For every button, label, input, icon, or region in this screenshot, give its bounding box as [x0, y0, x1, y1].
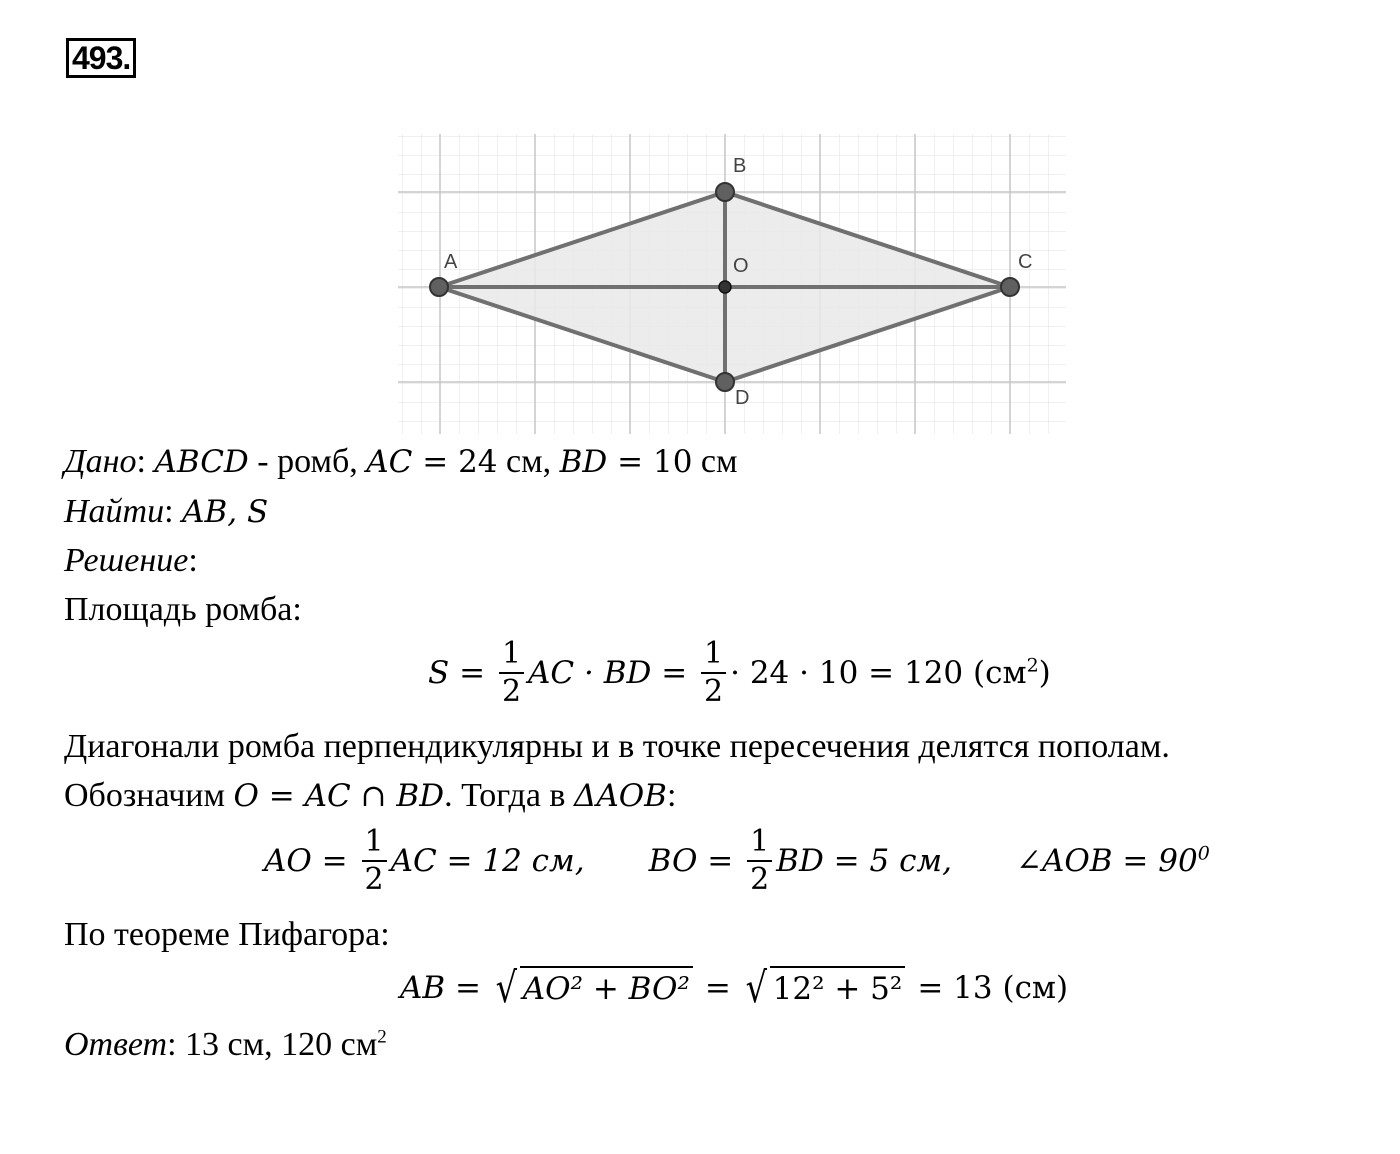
halves-formula: AO = $\frac{1}{2}$ AC = 12 см, BO = $\frac{1}{2}$ BD = 5 см, ∠AOB = $90^0$: [264, 824, 1210, 897]
diagonals-text: Диагонали ромба перпендикулярны и в точке пересечения делятся пополам.: [64, 728, 1170, 765]
given-rhombus: ABCD: [154, 444, 249, 480]
pyth-rhs: = 13 (см): [917, 970, 1069, 1006]
point-c: [1001, 278, 1019, 296]
halves-bo-rest: BD = 5 см,: [776, 843, 952, 879]
sqrt-2: √ 12² + 5²: [743, 966, 905, 1010]
answer-sup: 2: [377, 1026, 387, 1048]
find-label: Найти: [64, 493, 165, 530]
point-d: [716, 373, 734, 391]
solution-label: Решение: [64, 542, 189, 579]
fraction-half-1: $\frac{1}{2}$: [499, 636, 524, 710]
find-line: Найти: AB, S: [64, 493, 269, 530]
point-o: [719, 281, 731, 293]
designate-prefix: Обозначим: [64, 777, 234, 814]
given-label: Дано: [64, 443, 137, 480]
halves-angle: ∠AOB = $90^0$: [1016, 842, 1210, 879]
label-o: O: [733, 255, 749, 277]
pyth-lhs: AB =: [400, 970, 481, 1006]
fraction-half-2: $\frac{1}{2}$: [701, 636, 726, 710]
pythagoras-heading: По теореме Пифагора:: [64, 916, 390, 953]
given-unit-1: см: [506, 443, 543, 480]
halves-ao: AO: [264, 843, 312, 879]
find-value: AB, S: [182, 494, 269, 530]
point-a: [430, 278, 448, 296]
given-bd-value: 10: [652, 444, 693, 480]
label-d: D: [735, 387, 750, 409]
label-c: C: [1018, 251, 1033, 273]
area-formula: S = $\frac{1}{2}$ AC · BD = $\frac{1}{2}$ · 24 · 10 = 120 $(см^2)$: [428, 636, 1051, 709]
area-s: S: [428, 655, 450, 691]
solution-line: Решение:: [64, 542, 198, 579]
given-unit-2: см: [700, 443, 738, 480]
designate-triangle: ΔAOB: [573, 778, 667, 814]
point-b: [716, 183, 734, 201]
answer-label: Ответ: [64, 1026, 168, 1063]
given-bd: BD: [559, 444, 608, 480]
pythagoras-formula: AB = √ AO² + BO² = √ 12² + 5² = 13 (см): [400, 963, 1069, 1012]
designate-line: Обозначим O = AC ∩ BD. Тогда в ΔAOB:: [64, 777, 677, 814]
area-unit: $(см^2)$: [973, 654, 1051, 691]
given-line: Дано: ABCD - ромб, AC = 24 см, BD = 10 см: [64, 443, 738, 480]
area-numbers: · 24 · 10 = 120: [730, 655, 964, 691]
designate-middle: . Тогда в: [444, 777, 574, 814]
given-ac-value: 24: [458, 444, 498, 480]
given-word: - ромб,: [248, 443, 367, 480]
answer-value: : 13 см, 120 см: [167, 1026, 378, 1063]
sqrt-1: √ AO² + BO²: [493, 966, 693, 1010]
fraction-half-3: $\frac{1}{2}$: [362, 824, 387, 898]
area-product: AC · BD: [528, 655, 652, 691]
fraction-half-4: $\frac{1}{2}$: [747, 824, 772, 898]
area-heading: Площадь ромба:: [64, 591, 302, 628]
label-a: A: [444, 251, 458, 273]
halves-bo: BO: [648, 843, 698, 879]
given-ac: AC: [366, 444, 413, 480]
rhombus-figure: [398, 134, 1066, 434]
answer-line: [64, 1025, 387, 1065]
halves-ao-rest: AC = 12 см,: [390, 843, 585, 879]
problem-number: 493.: [66, 38, 136, 78]
label-b: B: [733, 155, 747, 177]
designate-expr: O = AC ∩ BD: [233, 778, 445, 814]
